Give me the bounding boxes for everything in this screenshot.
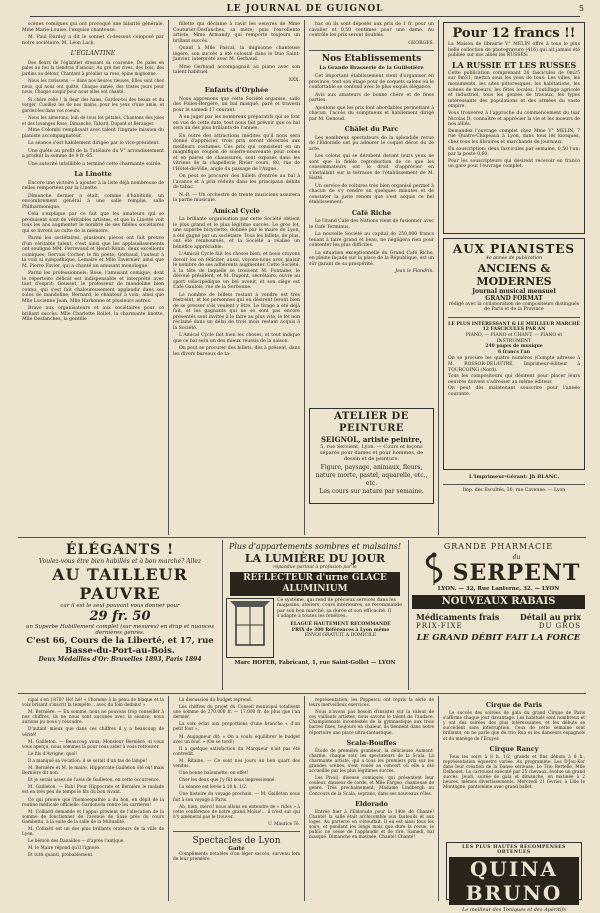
paragraph: M. Paul Dardoy a dit le sonnet ci-dessous composé par notre sociétaire, M. Léon Lack. xyxy=(22,35,164,46)
paragraph: Le fils d'Avrigne, quoi! xyxy=(28,751,78,757)
paragraph: La brillante organisation par cette Société obtient le plus grand et le plus légitime succès. Le gros lot, une superbe bicyclette, donnée par le maire de Lyon, a été gagné par un sociétaire. Tous les billets, de plus, ont été remboursés, et la Société a réalisé un bénéfice appréciable. xyxy=(173,217,300,250)
quina-ad-name: QUINA BRUNO xyxy=(449,857,579,905)
pianistes-ad-line: 240 pages de musique xyxy=(485,344,543,350)
poem-stanza: Si chère celle ! la fleur des haies, Gardez-toi des beaux et du verger, Cueillez les de nos mains, pour les yeux d'une amie, et gardez-les dans vos coeurs. xyxy=(22,96,164,113)
reflecteur-ad-maker: Marc HOFER, Fabricant, 1, rue Saint-Gollet — LYON xyxy=(234,659,396,666)
paragraph: Entrée hier à l'Eldorado pour la 140e de Chanté! Chanté! la salle était archicomble aux fauteuils et aux loges. Au parterre on s'étouffait. Il en est ainsi tous les soirs, et pendant les longs mois que dure la revue, le public ne cesse de l'applaudir et de rire. Samedi, bal masqué. Dimanche en matinée, Chanté! Chanté! xyxy=(309,809,434,841)
paragraph: M. Colliard est un des plus brillants orateurs de la ville de Lyon. xyxy=(22,826,164,838)
quina-ad-line: LES PLUS HAUTES RÉCOMPENSES OBTENUES xyxy=(462,845,566,855)
paragraph: Une bonne baïonnette, en effet! xyxy=(179,771,249,777)
paragraph: Ajoutons que les prix font abordables permettant à chacun, l'accès du somptueux et habilement dirigé par M. Genoud. xyxy=(309,105,434,122)
page-number: 5 xyxy=(578,4,584,13)
paragraph: M. Bernière. — En somme, nous ne pouvons trop conseiller à nos chiffres, ils ne nous sont aucunes avec la séance, nous aurions pu nous y résoudre. xyxy=(22,710,164,726)
paragraph: Cet important établissement vient d'organiser en province, tout son étage pour de coquets salons où le confortable se confond avec le plus exquis élégance. xyxy=(309,74,434,90)
reflecteur-ad-line: Plus d'appartements sombres et malsains! xyxy=(228,542,402,551)
tailleur-ad-medals: Deux Médailles d'Or: Bruxelles 1893, Paris 1894 xyxy=(38,656,202,663)
column-rule xyxy=(408,540,409,690)
atelier-ad-address: 5, rue Servient, Lyon. — Cours et leçons séparés pour dames et pour hommes, de dessin et de peinture. xyxy=(319,444,424,462)
paragraph: Pour les souscripteurs qui désirent recevoir en franco un gare pour l'ouvrage complet. xyxy=(448,158,580,170)
newspaper-title: LE JOURNAL DE GUIGNOL xyxy=(226,4,384,14)
serpent-ad-name: SERPENT xyxy=(452,559,581,586)
paragraph: Nous n'avons pas besoin d'insister sur la valeur de ces vaillants artistes, nous savons le talent de l'audace. Championnats incontestés de la gymnastique aux trois barres fixes, toujours en chaleur, ils tiennent dans notre répertoire une place ultra-fantastique. xyxy=(309,710,434,736)
divider xyxy=(448,317,580,318)
paragraph: Ah, bien, merci! nous allons en entendre de « rides » à cette conférence de notre grand Moïse!... il n'est sur qui n'y amènerai pas le trouver. xyxy=(173,804,300,820)
quina-ad-line: Le meilleur des Toniques et des Apéritifs xyxy=(462,907,566,913)
paragraph: cipal s'en 1870? Hé! hé! « l'homme à la peau de blaque et la voix brisant s'inscrit la tempête... avec du foin dedans! » xyxy=(22,698,164,709)
russie-ad-heading: LA RUSSIE ET LES RUSSES xyxy=(451,59,577,70)
paragraph: Tous les compositeurs qui désirent pour placer leurs oeuvres doivent s'adresser au même éditeur. xyxy=(448,374,580,385)
serpent-ad-line: DU GROS xyxy=(538,622,581,630)
section-heading: Châlet du Parc xyxy=(344,125,399,133)
paragraph: Cette publication comprenant 26 fascicules de 0m25 sur 0m31, mettra sous les yeux de tous: Les villes, les monuments, les sites pittoresques, les habitations, les scènes de moeurs, les fêtes locales, l'outillage agricole et industriel, tous les genres de travaux, les types intéressants des populations et des armées du vaste empire. xyxy=(448,70,580,110)
section-heading: Nos Etablissements xyxy=(321,54,422,64)
reflecteur-ad-product: RÉFLECTEUR d'urne GLACE ALUMINIUM xyxy=(230,572,400,596)
section-heading: Café Riche xyxy=(351,208,392,217)
paragraph: M. le Maire répond qu'il l'ignore. xyxy=(28,846,101,852)
tailleur-ad-address: Basse-du-Port-au-Bois. xyxy=(65,646,175,656)
paragraph: Une quête au profit de la Tutélaire du V° arrondissement a produit la somme de 9 fr. 65. xyxy=(22,148,164,159)
pianistes-ad xyxy=(443,238,585,470)
paragraph: bac où ils sont déposés aux prix de 1 fr. pour un cavalier et 0,50 centimes pour une dame. Au contrôle les prix seront doublés. xyxy=(309,22,434,38)
paragraph: Cher les deux que j'y fût nous impressionné. xyxy=(179,778,276,784)
divider xyxy=(18,537,586,538)
pianistes-ad-line: PIANO, — PIANO et CHANT, — PIANO et INSTRUMENT xyxy=(465,332,563,344)
divider xyxy=(173,831,300,832)
paragraph: Nous apprenons que cette Société organise, salle des Folies-Bergère, un bal masqué, paré et travesti pour le samedi 17 courant. xyxy=(173,96,300,113)
serpent-ad-line: du xyxy=(512,553,521,561)
paragraph: Les colons qui se dérobent devant leurs yeux ne sont que la fidèle reproduction de ce que les consommateurs ont le droit d'apprécier en s'installant sur la terrasse de l'établissement de M. Hatté. xyxy=(309,154,434,181)
section-heading: Cirque Rancy xyxy=(489,744,539,753)
serpent-ad-address: LYON. — 32, Rue Lanterne, 32. — LYON xyxy=(437,586,560,592)
paragraph: On peut se procurer des billets, dès à présent, dans les divers bureaux de ta- xyxy=(173,346,300,357)
pianistes-ad-sub: Journal musical mensuel xyxy=(472,287,556,295)
page-header xyxy=(30,4,580,17)
paragraph: fillette qui déclame à ravir les oeuvres de Mme Couturier-Desfanches, sa mère; puis l'excellente artiste, Mme Armandy, qui remporte toujours un brillant succès. xyxy=(173,22,300,44)
paragraph: On peut dès maintenant souscrire pour l'année courante. xyxy=(448,386,580,397)
tailleur-ad-line: Voulez-vous être bien habillés et à bon marché? Allez xyxy=(38,558,202,565)
column-rule xyxy=(304,696,305,901)
tailleur-ad-line: car il est le seul pouvant vous donner pour xyxy=(60,603,180,609)
signature: Jean le Flandrin. xyxy=(395,269,434,274)
poem-stanza: Nous les aimerons, loin de tous les pétales, Chantons des joies et des louanges Rose, Dimanche, Tabard, Dupont et Beranger. xyxy=(22,115,164,126)
paragraph: M. Ritaine. — Ce sont nos jours un bon quart des vendus. xyxy=(173,758,300,770)
reflecteur-ad-line: ÉLAGUÉ HAUTEMENT RECOMMANDÉ xyxy=(290,621,391,627)
paragraph: Compliments notables d'un léger saccès, survenu lors de leur première xyxy=(173,852,300,863)
paragraph: Mme Colombi remplissait avec talent l'ingrate mission du pianiste accompagnateur. xyxy=(22,128,164,139)
paragraph: Tous les soirs à 8 h. 1/2, grands et fins débuts à 8 h., représentation équestre variée. Au programme: Les D'Jou-Kor dans leur création de la Danse sérieuse, Le Trio Bertelle, Mlle Delhouet. Le carrousel exécuté par 25 chevaux, évolue un grand succès. Jeudi, soirée de gala et dimanche, en matinée à 2 heures, mêmes divertissements. Mercredi 21 février, à Lilie le Montagne, pantomime avec grand ballet. xyxy=(443,754,585,791)
paragraph: La situation exceptionnelle du Grand Café Riche, en pleine façade sur la place de la République, est un sûr garant de sa prospérité. xyxy=(309,250,434,267)
paragraph: Avis aux amateurs de bonne chère et de fines parties. xyxy=(309,92,434,103)
section-heading: La Linotte xyxy=(74,170,112,178)
imprint-facultes: Imp. des Facultés, 30, rue Cavenne. — Lyon xyxy=(462,488,566,493)
window-reflector-icon xyxy=(228,599,272,655)
pianistes-ad-heading: ANCIENS & MODERNES xyxy=(476,261,552,288)
atelier-ad-name: SEIGNOL, artiste peintre, xyxy=(320,435,423,444)
serpent-ad xyxy=(412,542,585,690)
sub-heading: Gaîté xyxy=(228,845,245,852)
paragraph: Un service de voitures très bien organisé permet à chacun de s'y rendre en quelques minutes et de constater la juste renom que s'est acquis ce bel établissement. xyxy=(309,183,434,205)
serpent-ad-line: Médicaments frais xyxy=(416,612,500,622)
section-heading: Scala-Bouffes xyxy=(346,738,397,747)
serpent-ad-line: Détail au prix xyxy=(519,612,581,622)
paragraph: M. Augagneur dit: « On a voulu équilibrer le budget avec un four. » (On se tord!) xyxy=(173,734,300,745)
paragraph: représentation, les Poppescu ont repris la série de leurs merveilleux exercices. xyxy=(309,698,434,709)
paragraph: M. Gailleton. — Bah! Pour Hippocrate et Bernière le malade est en très peu de temps le fils du bon vivant. xyxy=(22,785,164,796)
paragraph: Mme Gerbaud accompagnait au piano avec son talent habituel. xyxy=(173,64,300,75)
pianistes-ad-line: LE PLUS INTÉRESSANT & LE MEILLEUR MARCHÉ xyxy=(448,321,580,327)
paragraph: La voix éclat aux proportions d'une branche « d'un petit four ». xyxy=(173,722,300,733)
bottom-column-4 xyxy=(443,698,585,838)
reflecteur-ad-line: PRIX de 300 Références à Lyon même xyxy=(291,627,390,633)
pianistes-ad-line: 12 FASCICULES PAR AN xyxy=(482,327,546,333)
signature: GEORGES. xyxy=(408,40,434,46)
paragraph: Les Pivoil, diseuse comiques, qui présentent leur couleur, danseur de corde, et Mlle Fargeo, chanteuse de genre. Très prochainement, Madame Lindbergh au Concours de la Scala, soprano, dans ses nouveaux rôles. xyxy=(309,776,434,797)
paragraph: Parmi les professionnels: Rose, l'amusant comique, dont le répertoire délicat est indispensable et interprété avec tant d'esprit; Gousset, le professeur de mandoline bien connu, qui s'est fait chaleureusement applaudir dans ses solos de mandoline; Bernard, le chanteur à voix; ainsi que Mlle Lucienne Jean, Mlle Harkonne et plusieurs autres. xyxy=(22,271,164,304)
atelier-ad-title: ATELIER DE PEINTURE xyxy=(334,411,409,434)
pianistes-ad-title: AUX PIANISTES xyxy=(452,242,576,256)
tailleur-ad-shop: AU TAILLEUR PAUVRE xyxy=(52,565,188,603)
reflecteur-ad-headline: LA LUMIÈRE DU JOUR xyxy=(244,552,386,565)
serpent-emblem-icon xyxy=(417,552,451,586)
poem-stanza: Des fleurs de l'églantier dressant sa couronne, De pales en pales au fou la tiendras d'amour; Au gré des rives, des bois, des jardins au détour, Chantant à préalier sa rose, épine mignonne. xyxy=(22,59,164,76)
paragraph: Bravo aux organisateurs et aux sociétaires pour ce brillant succès. Mlle Charlotte Rollet, la charmante linotte, Mlle Desfanches, la gentille xyxy=(22,306,164,322)
paragraph: L'Amical Cycle fait les choses bien, et nous croyons devoir les en féliciter, aussi, voyons-nous avec plaisir le nombre de ses adhérents augmenter. Cette Société, à la tête de laquelle se trouvent M. Fontaine, le dévoué président, et M. Dupont, secrétaire, ouvre au sport vélocipédique un bel avenir, et son siège est Café Gaulois, rue de la Sorbonne. xyxy=(173,252,300,290)
paragraph: scènes comiques qui ont provoqué une hilarité générale. Mme Marie-Louise, l'exquise chanteuse. xyxy=(22,22,164,33)
section-heading: Spectacles de Lyon xyxy=(192,835,281,846)
paragraph: Le succès des soirées de gala du grand Cirque de Paris s'affirme chaque jour davantage. Les habitués sont nombreux et y ont des soirées des plus intéressantes, et les débuts se succèdent sans interruption. Ceux de cette semaine sont brillants, on ne parle que du trio Rua et les danseurs espagnols et du manège de l'Écuyer. xyxy=(443,711,585,742)
column-2 xyxy=(173,22,300,534)
pianistes-ad-sub: GRAND FORMAT xyxy=(485,294,543,302)
signature: U. Maurice Té. xyxy=(268,821,300,827)
column-rule xyxy=(438,696,439,901)
paragraph: La nouvelle Société au capital de 250,000 francs tenant à faire grand et beau, ne négligera rien pour contenter les plus difficiles. xyxy=(309,232,434,248)
section-heading: Eldorado xyxy=(355,799,388,808)
paragraph: Une histoire du voyage prochain. — M. Gailleton nous fait à son voyage à Paris. xyxy=(173,792,300,803)
paragraph: Et je serais assez de l'avis de Gailleton, en cette occurrence. xyxy=(28,778,161,784)
section-heading: Enfants d'Orphée xyxy=(204,86,269,94)
paragraph: Quant à Mlle Pascal, la mignonne chanteuse légère, son succès a été colossal dans le Duo Saint-Janvier, interprété avec M. Gerbaud. xyxy=(173,46,300,62)
atelier-ad-end: Les cours sur nature par semaine. xyxy=(319,488,424,495)
paragraph: La Maison de librairie V° MELIN offre à tous le plus belle collection de photogravure (416) qui ait jamais été publiée sur nos alliés les RUSSES: xyxy=(448,42,580,59)
sub-heading: La Grande Brasserie de la Guillotière xyxy=(319,64,424,71)
column-rule xyxy=(222,540,223,690)
paragraph: Et tutti quanti, probablement. xyxy=(28,853,94,859)
serpent-ad-line: PRIX-FIXE xyxy=(416,622,463,630)
pianistes-ad-year: 4e année de publication xyxy=(486,256,542,261)
reflecteur-ad-line: répandue partout à profusion par le xyxy=(273,565,357,570)
paragraph: La discussion du budget reprend. xyxy=(179,698,253,703)
column-1 xyxy=(22,22,164,534)
paragraph: Il a manqué sa vocation: il se serait d'un tas de lampe! xyxy=(28,758,148,764)
paragraph: Parmi les sociétaires, plusieurs pièces ont fait preuve d'un véritable talent, c'est ainsi que les applaudissements ont souligné MM. Perrevaud et Henri-Ronin, deux excellents comiques; Gervais Cocher, le fin poète; Gerbaud, l'auteur à la voix si sympathique, Lemaire et Mlle Tavernier, ainsi que M. Pierre Favier, qui a chanté un amusant monologue. xyxy=(22,236,164,269)
russie-ad-title: Pour 12 francs !! xyxy=(452,26,576,41)
paragraph: Dimanche dernier a était, comme d'habitude, un encombrement général à une salle remplie, salle Philharmonique. xyxy=(22,193,164,210)
paragraph: La séance s'est habilement dirigée par le vice-président. xyxy=(28,141,160,146)
paragraph: Le nombre de billets restant à vendre est très restreint, et les personnes qui en désirent feront bien de se presser s'ils veulent y être. Le tirage a été déjà fait, et les gagnants qui ne se sont pas encore présentés sont invités à le faire au plus vite, le lot non réclamé dans un délai de trois mois restant acquis à la Société. xyxy=(173,292,300,331)
reflecteur-illustration xyxy=(226,598,274,658)
paragraph: Étoile de première grandeur, la délicieuse Aumont-charme, chaque soir, les spectateurs de la Scala. La charmante artiste, qui a tous les premiers prix sur les grandes scènes, s'est vouée au concert où elle a été accueillie par les plus légitimes succès. xyxy=(309,748,434,775)
paragraph: La séance est levée à 10 h. 1/2. xyxy=(179,785,248,791)
imprint-gerant: L'Imprimeur-Gérant: Jh BLANC. xyxy=(469,474,559,480)
column-3 xyxy=(309,22,434,404)
tailleur-ad-headline: ÉLÉGANTS ! xyxy=(65,542,175,558)
bottom-column-2 xyxy=(173,698,300,902)
paragraph: Demandez l'ouvrage complet chez Mme V° MELIN, 7 rue Quatre-Chapeaux à Lyon, dans tous les kiosques, chez tous les libraires et marchands de journaux. xyxy=(448,128,580,145)
reflecteur-ad-line: ENVOI GRATUIT A DOMICILE xyxy=(304,633,377,639)
column-rule xyxy=(168,20,169,535)
paragraph: M. Colliard demande et l'appui provient de l'allocation de la somme de fonctionner de l'avenue de Saxe près du cours Gambetta, à la suite de la salle de la Mutualité. xyxy=(22,809,164,825)
paragraph: N.-B. — Un orchestre de trente musiciens assurera la partie musicale. xyxy=(173,192,300,203)
paragraph: Encore une victoire à ajouter à la liste déjà nombreuse de celles remportées par la Linotte. xyxy=(22,180,164,191)
poem-stanza: Nous les ravissons, — dans nos heures rieuses, Elles sont chez nous, qui nous ont quitté, Chaque année, des tristes jours pour nous, Chaque soupir pour nous elles ont chanté. xyxy=(22,78,164,94)
paragraph: On peut se procurer des billets d'entrée au bal à l'avance et à prix réduits dans les principaux débits de tabac. xyxy=(173,174,300,190)
poem-title: L'ÉGLANTINE xyxy=(70,50,116,57)
column-rule xyxy=(438,20,439,535)
paragraph: A en juger par les nombreux préparatifs qui se font en vue de cette date, tout nous fait prévoir que ce bal sera un des plus brillants de l'année. xyxy=(173,115,300,131)
section-heading: Amical Cycle xyxy=(213,206,260,215)
paragraph: En souscription: deux fascicules par semaine, 0,50 l'un; par la poste 0,60. xyxy=(448,146,580,158)
atelier-ad-body: Figure, paysage, animaux, fleurs, nature morte, pastel, aquarelle, etc., etc. xyxy=(315,464,428,487)
divider xyxy=(18,693,586,694)
divider xyxy=(443,484,585,485)
paragraph: On se procure les quatre numéros (Compte adresse à M. ROSSOR-DELATTRE, Imprimeur-éditeur à TOURCOING (Nord). xyxy=(448,356,580,373)
paragraph: Ce qui prouve que l'homoeopathie a du bon, en dépit de la routine médicale officielle. Gardons-la contre les carrières! xyxy=(22,797,164,808)
paragraph: Cela s'explique par ce fait que les amateurs qui se produisent sont de véritables artistes, et que la Linotte voit tous les ans augmenter le nombre de ses fidèles sociétaires qui se livrent au culte de la mémoire. xyxy=(22,212,164,234)
tailleur-ad-line: un Superbe Habillement complet (sur mesures) en drap et nuances dernières genres. xyxy=(25,624,215,636)
paragraph: Le bémon des Danaïdes — d'après l'antique. xyxy=(28,839,125,845)
paragraph: Le Grand Café des Nations vient de fusionner avec le Café Terminus. xyxy=(309,219,434,230)
bottom-column-3 xyxy=(309,698,434,902)
reflecteur-ad-body: Ce système, qui rend de précieux services dans les magasins, ateliers, cours intérieures, se recommande par son bon marché, sa durée et son efficacité. Il s'adapte à toutes les fenêtres. xyxy=(277,597,402,620)
reflecteur-ad xyxy=(226,542,404,690)
tailleur-ad-price: 29 fr. 50 xyxy=(89,609,151,624)
serpent-ad-headline: NOUVEAUX RABAIS xyxy=(412,595,585,609)
section-heading: Cirque de Paris xyxy=(485,701,543,709)
paragraph: En outre des attractions inédites qu'il nous sera donné d'apprécier, trois prix seront décernés aux meilleurs costumes. Ces prix qui consistent en un magnifique coupon de soierie-nouveauté pour robes et en paires de chaussures, sont exposés dans les vitrines de la chapellerie Rivier cours, 80, rue de l'Hôtel-de-Ville, angle du passage de l'Argue. xyxy=(173,133,300,172)
quina-bruno-ad xyxy=(446,842,582,913)
serpent-ad-slogan: LE GRAND DÉBIT FAIT LA FORCE xyxy=(416,633,581,643)
pianistes-ad-line: 6 francs l'an xyxy=(498,349,530,355)
paragraph: M. Gailleton. — Beaucoup vous, Monsieur Bernière, si vous vous aperçu, nous sommes là pour vous aider à vous retrouver. xyxy=(22,739,164,750)
column-rule xyxy=(168,696,169,901)
paragraph: Les nombreux spectateurs de la splendide revue de l'Eldorado ont pu admirer le coquet décor du 2e acte. xyxy=(309,135,434,152)
paragraph: L'Amical Cycle fait bien les choses, et tout indique que ce bal sera un des mieux réussis de la saison. xyxy=(173,333,300,344)
column-rule xyxy=(304,20,305,535)
paragraph: Il a quelque satisfaction du Marqueur n'ait pas été contredit. xyxy=(173,746,300,757)
paragraph: M. Bernière et M. le maire, Hippocrate-Gailleton ôté où! mais Bernière dit non. xyxy=(22,766,164,777)
paragraph: Vous trouverez à l'approche du commencement du tsar Nicolas II, connaître et apprécier la vie et les moeurs de nos alliés. xyxy=(448,110,580,128)
serpent-ad-line: GRANDE PHARMACIE xyxy=(443,542,554,551)
tailleur-ad-address: C'est 66, Cours de la Liberté, et 17, rue xyxy=(26,636,214,646)
bottom-column-1 xyxy=(22,698,164,902)
divider xyxy=(309,50,434,51)
russie-ad xyxy=(443,22,585,234)
atelier-ad xyxy=(309,408,434,504)
signature: XXX. xyxy=(288,77,300,83)
paragraph: Une autorité infaillible a terminé cette charmante soirée. xyxy=(28,161,162,167)
pianistes-ad-sub: rédigé avec la collaboration de compositeurs distingués de Paris et de la Province xyxy=(448,301,580,313)
tailleur-ad xyxy=(22,542,218,690)
paragraph: D'autant mieux que dans ces chiffres il y a beaucoup de vérité! xyxy=(22,727,164,738)
paragraph: Les chiffres du projet du Conseil municipal totalisent une somme de 270.000 fr. — 17.000 fr. de plus que l'an dernier. xyxy=(173,705,300,721)
